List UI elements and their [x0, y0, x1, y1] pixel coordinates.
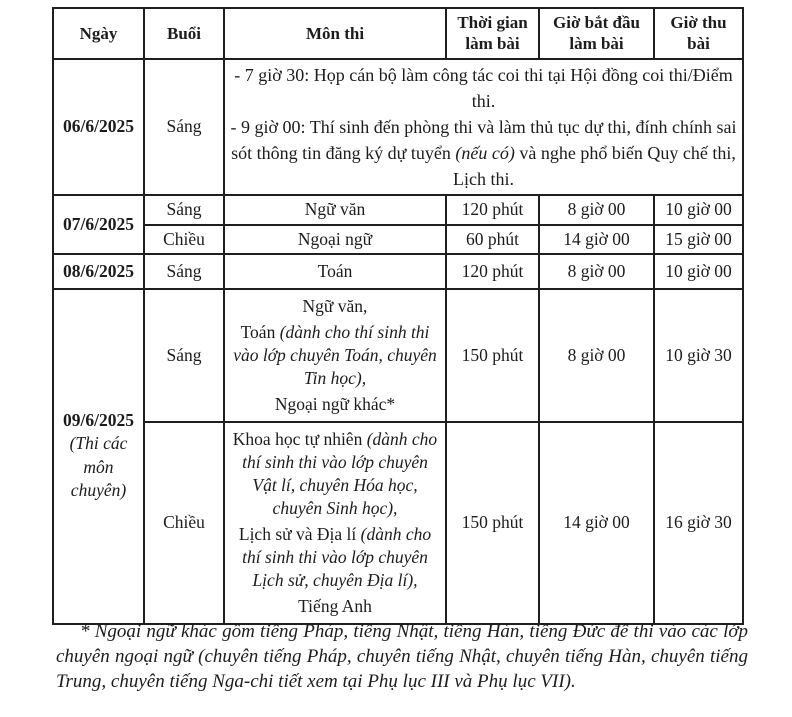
exam-schedule-table	[52, 7, 744, 625]
session-cell: Sáng	[144, 289, 224, 422]
col-header-subject: Môn thi	[224, 8, 446, 59]
col-header-date: Ngày	[53, 8, 144, 59]
duration-cell: 120 phút	[446, 195, 539, 225]
table-row-jun8	[53, 254, 743, 289]
date-cell: 08/6/2025	[53, 254, 144, 289]
start-time-cell: 8 giờ 00	[539, 195, 654, 225]
session-cell: Sáng	[144, 195, 224, 225]
collect-time-cell: 10 giờ 30	[654, 289, 743, 422]
collect-time-cell: 10 giờ 00	[654, 254, 743, 289]
duration-cell: 60 phút	[446, 225, 539, 254]
duration-cell: 150 phút	[446, 422, 539, 624]
subject-line: Ngữ văn,	[302, 295, 368, 316]
start-time-cell: 14 giờ 00	[539, 225, 654, 254]
session-cell: Sáng	[144, 59, 224, 195]
activity-line: - 7 giờ 30: Họp cán bộ làm công tác coi thi tại Hội đồng coi thi/Điểm thi.	[234, 64, 733, 111]
table-row-jun7-afternoon	[53, 225, 743, 254]
start-time-cell: 8 giờ 00	[539, 289, 654, 422]
collect-time-cell: 16 giờ 30	[654, 422, 743, 624]
date-cell	[53, 289, 144, 624]
table-row-jun6	[53, 59, 743, 195]
date-cell: 06/6/2025	[53, 59, 144, 195]
date-label: 09/6/2025	[63, 410, 134, 431]
session-cell: Chiều	[144, 225, 224, 254]
col-header-session: Buổi	[144, 8, 224, 59]
date-cell: 07/6/2025	[53, 195, 144, 254]
activities-cell	[224, 59, 743, 195]
subject-line: Khoa học tự nhiên (dành cho thí sinh thi vào lớp chuyên Vật lí, chuyên Hóa học, chuyên Sinh học),	[232, 428, 438, 518]
table-row-jun9-afternoon	[53, 422, 743, 624]
subject-cell: Toán	[224, 254, 446, 289]
date-note: (Thi các môn chuyên)	[69, 432, 128, 501]
subject-cell	[224, 422, 446, 624]
subject-line: Lịch sử và Địa lí (dành cho thí sinh thi vào lớp chuyên Lịch sử, chuyên Địa lí),	[238, 523, 432, 590]
col-header-collect-time: Giờ thu bài	[654, 8, 743, 59]
activity-line: - 9 giờ 00: Thí sinh đến phòng thi và làm thủ tục dự thi, đính chính sai sót thông tin đăng ký dự tuyển (nếu có) và nghe phổ biến Quy chế thi, Lịch thi.	[230, 116, 737, 189]
collect-time-cell: 10 giờ 00	[654, 195, 743, 225]
duration-cell: 120 phút	[446, 254, 539, 289]
start-time-cell: 14 giờ 00	[539, 422, 654, 624]
table-row-jun9-morning	[53, 289, 743, 422]
subject-cell: Ngữ văn	[224, 195, 446, 225]
col-header-start-time: Giờ bắt đầu làm bài	[539, 8, 654, 59]
subject-cell	[224, 289, 446, 422]
session-cell: Sáng	[144, 254, 224, 289]
footnote: * Ngoại ngữ khác gồm tiếng Pháp, tiếng Nhật, tiếng Hàn, tiếng Đức để thi vào các lớp chuyên ngoại ngữ (chuyên tiếng Pháp, chuyên tiếng Nhật, chuyên tiếng Hàn, chuyên tiếng Trung, chuyên tiếng Nga-chi tiết xem tại Phụ lục III và Phụ lục VII).	[56, 621, 748, 692]
start-time-cell: 8 giờ 00	[539, 254, 654, 289]
session-cell: Chiều	[144, 422, 224, 624]
header-row	[53, 8, 743, 59]
duration-cell: 150 phút	[446, 289, 539, 422]
table-row-jun7-morning	[53, 195, 743, 225]
subject-line: Ngoại ngữ khác*	[274, 393, 396, 414]
subject-line: Tiếng Anh	[298, 595, 372, 616]
subject-line: Toán (dành cho thí sinh thi vào lớp chuyên Toán, chuyên Tin học),	[233, 321, 437, 388]
collect-time-cell: 15 giờ 00	[654, 225, 743, 254]
col-header-duration: Thời gian làm bài	[446, 8, 539, 59]
subject-cell: Ngoại ngữ	[224, 225, 446, 254]
